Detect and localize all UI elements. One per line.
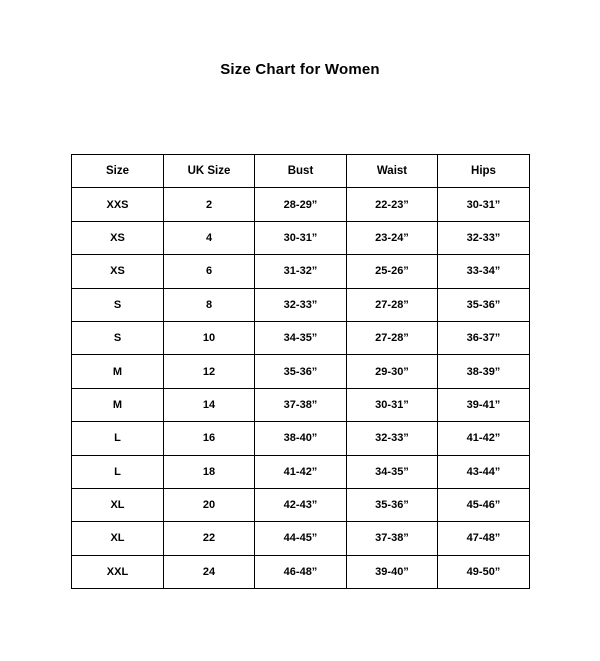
table-header (72, 155, 530, 188)
cell-hips: 39-41” (438, 388, 530, 421)
table-body (72, 188, 530, 589)
cell-size: XL (72, 522, 164, 555)
cell-waist: 37-38” (347, 522, 438, 555)
column-header-bust: Bust (255, 155, 347, 188)
cell-waist: 22-23” (347, 188, 438, 221)
cell-waist: 27-28” (347, 288, 438, 321)
size-chart-container (71, 154, 529, 589)
table-row (72, 355, 530, 388)
cell-hips: 41-42” (438, 422, 530, 455)
cell-bust: 31-32” (255, 255, 347, 288)
cell-uk-size: 16 (164, 422, 255, 455)
cell-hips: 36-37” (438, 321, 530, 354)
cell-waist: 25-26” (347, 255, 438, 288)
table-row (72, 555, 530, 588)
cell-waist: 39-40” (347, 555, 438, 588)
cell-uk-size: 24 (164, 555, 255, 588)
table-row (72, 455, 530, 488)
cell-waist: 27-28” (347, 321, 438, 354)
cell-bust: 37-38” (255, 388, 347, 421)
cell-hips: 45-46” (438, 488, 530, 521)
cell-waist: 32-33” (347, 422, 438, 455)
cell-size: L (72, 422, 164, 455)
cell-size: S (72, 321, 164, 354)
cell-waist: 30-31” (347, 388, 438, 421)
cell-bust: 41-42” (255, 455, 347, 488)
document-page (0, 61, 600, 661)
table-row (72, 321, 530, 354)
size-chart-table (71, 154, 530, 589)
table-row (72, 255, 530, 288)
cell-size: S (72, 288, 164, 321)
cell-bust: 34-35” (255, 321, 347, 354)
cell-hips: 32-33” (438, 221, 530, 254)
cell-bust: 44-45” (255, 522, 347, 555)
page-title: Size Chart for Women (220, 61, 380, 78)
cell-waist: 23-24” (347, 221, 438, 254)
cell-bust: 35-36” (255, 355, 347, 388)
cell-uk-size: 18 (164, 455, 255, 488)
column-header-uk-size: UK Size (164, 155, 255, 188)
cell-uk-size: 8 (164, 288, 255, 321)
column-header-waist: Waist (347, 155, 438, 188)
cell-bust: 28-29” (255, 188, 347, 221)
table-row (72, 488, 530, 521)
table-row (72, 388, 530, 421)
cell-hips: 47-48” (438, 522, 530, 555)
cell-size: XL (72, 488, 164, 521)
cell-hips: 43-44” (438, 455, 530, 488)
table-row (72, 522, 530, 555)
cell-uk-size: 10 (164, 321, 255, 354)
column-header-hips: Hips (438, 155, 530, 188)
cell-waist: 34-35” (347, 455, 438, 488)
cell-uk-size: 2 (164, 188, 255, 221)
table-row (72, 221, 530, 254)
cell-waist: 29-30” (347, 355, 438, 388)
cell-bust: 30-31” (255, 221, 347, 254)
cell-bust: 32-33” (255, 288, 347, 321)
cell-hips: 33-34” (438, 255, 530, 288)
cell-hips: 49-50” (438, 555, 530, 588)
cell-bust: 46-48” (255, 555, 347, 588)
cell-size: XXS (72, 188, 164, 221)
cell-bust: 42-43” (255, 488, 347, 521)
cell-size: M (72, 388, 164, 421)
cell-uk-size: 22 (164, 522, 255, 555)
cell-uk-size: 4 (164, 221, 255, 254)
cell-size: XS (72, 221, 164, 254)
table-row (72, 288, 530, 321)
cell-uk-size: 6 (164, 255, 255, 288)
table-header-row (72, 155, 530, 188)
cell-size: M (72, 355, 164, 388)
table-row (72, 188, 530, 221)
table-row (72, 422, 530, 455)
cell-bust: 38-40” (255, 422, 347, 455)
cell-uk-size: 12 (164, 355, 255, 388)
cell-hips: 38-39” (438, 355, 530, 388)
cell-size: XXL (72, 555, 164, 588)
cell-uk-size: 14 (164, 388, 255, 421)
cell-hips: 35-36” (438, 288, 530, 321)
cell-size: L (72, 455, 164, 488)
cell-uk-size: 20 (164, 488, 255, 521)
cell-size: XS (72, 255, 164, 288)
column-header-size: Size (72, 155, 164, 188)
cell-hips: 30-31” (438, 188, 530, 221)
cell-waist: 35-36” (347, 488, 438, 521)
